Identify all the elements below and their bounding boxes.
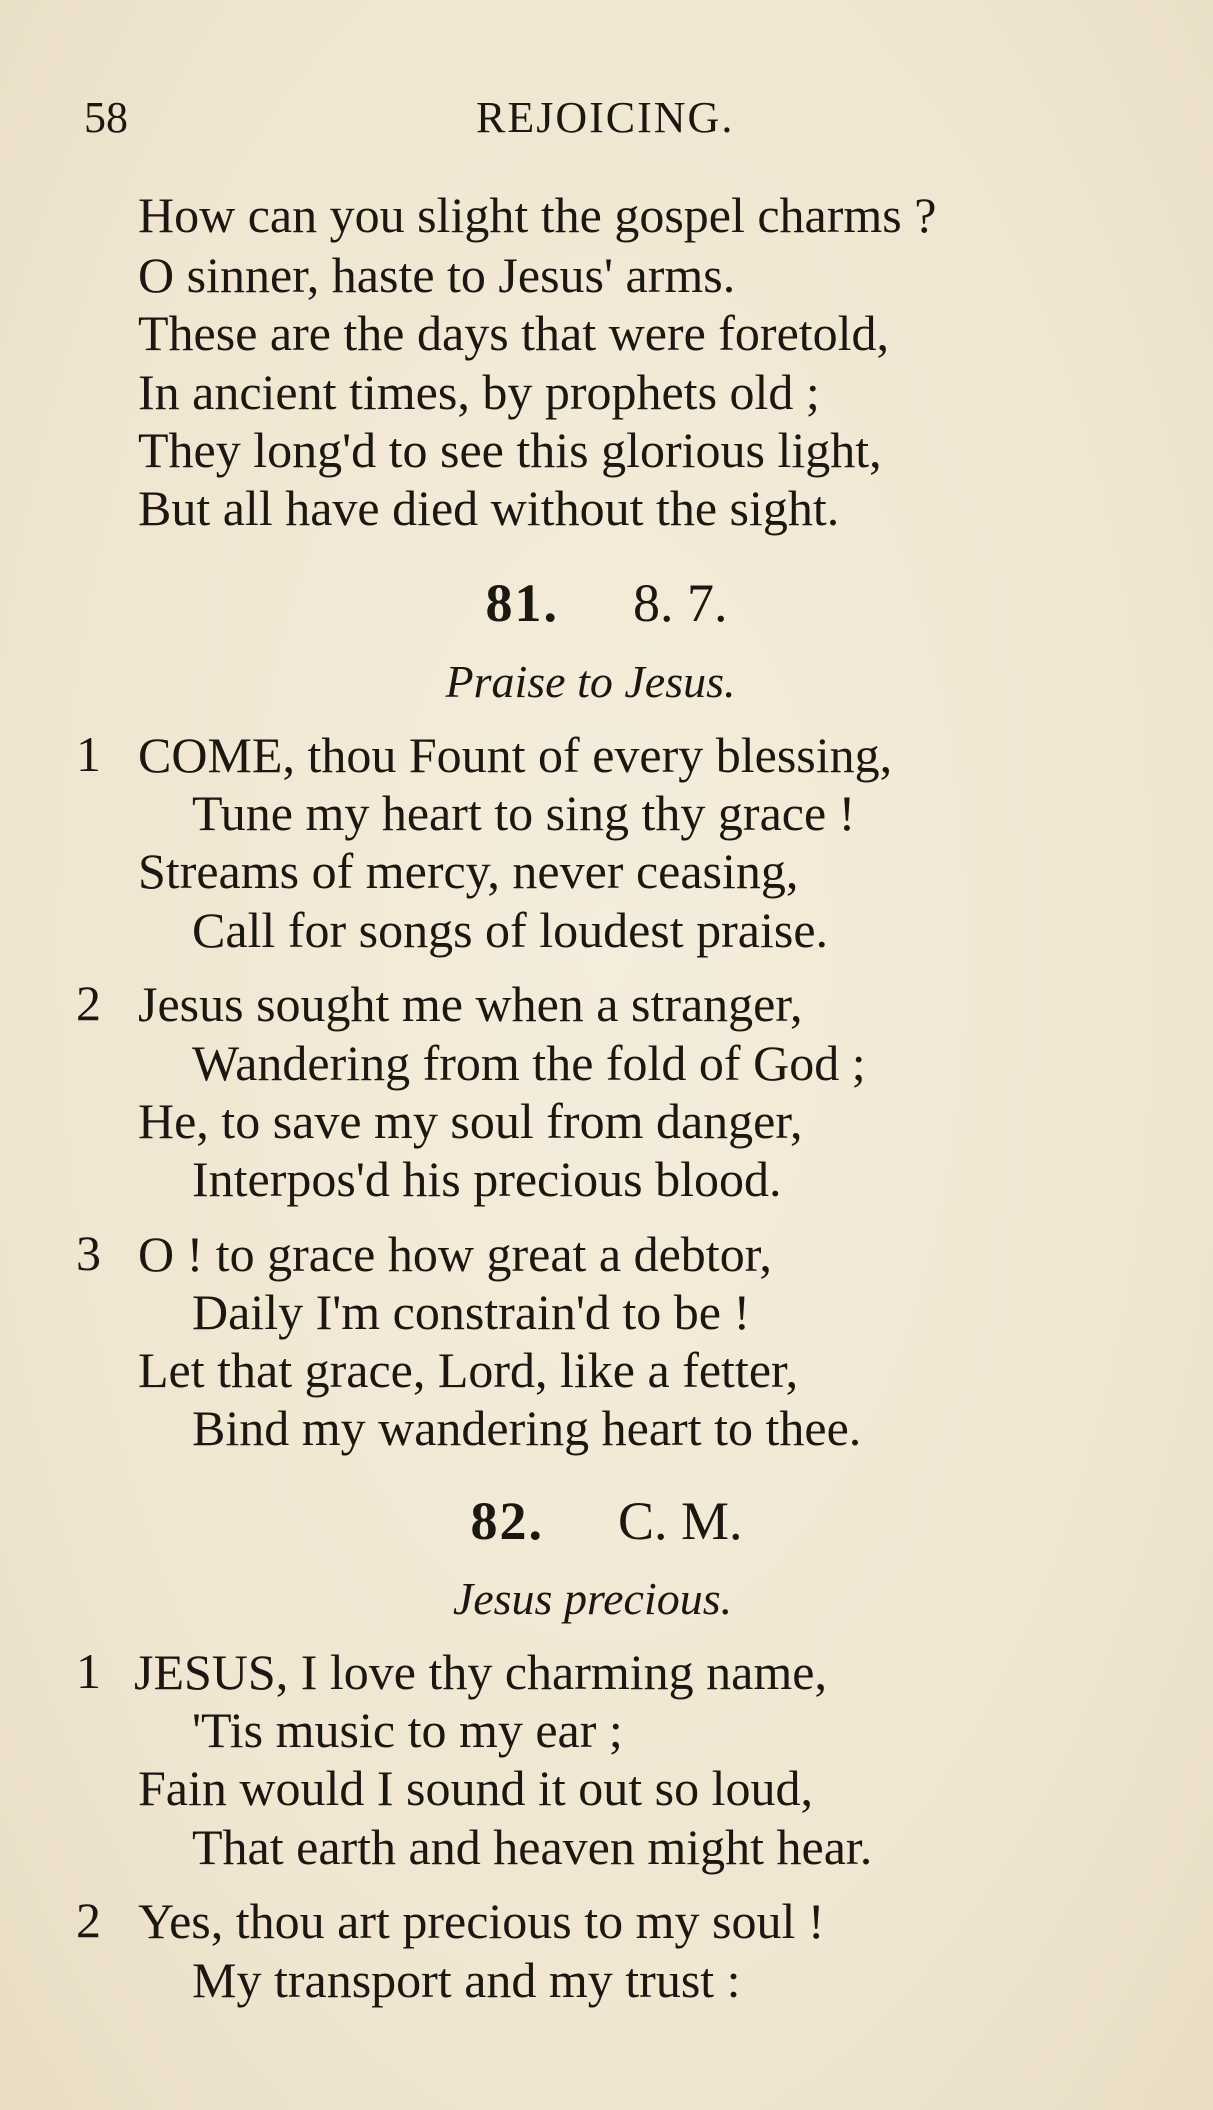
verse-line: Tune my heart to sing thy grace ! [192,785,856,841]
continuation-line: In ancient times, by prophets old ; [138,364,820,420]
verse-line: Wandering from the fold of God ; [192,1035,866,1091]
verse-line: Jesus sought me when a stranger, [138,976,803,1032]
verse-number: 2 [76,975,101,1031]
hymn-title: Praise to Jesus. [445,656,736,707]
verse-number: 2 [76,1892,101,1948]
verse-line: Let that grace, Lord, like a fetter, [138,1342,799,1398]
continuation-line: They long'd to see this glorious light, [138,422,882,478]
continuation-line: O sinner, haste to Jesus' arms. [138,247,736,303]
verse-number: 1 [76,1643,101,1699]
continuation-line: But all have died without the sight. [138,480,840,536]
running-head: REJOICING. [476,93,735,142]
continuation-line: These are the days that were foretold, [138,305,890,361]
verse-line: Yes, thou art precious to my soul ! [138,1893,825,1949]
hymn-meter: C. M. [617,1491,743,1551]
verse-number: 3 [76,1225,101,1281]
verse-line: JESUS, I love thy charming name, [134,1644,827,1700]
verse-line: COME, thou Fount of every blessing, [138,727,893,783]
hymn-meter: 8. 7. [633,573,728,633]
verse-number: 1 [76,726,101,782]
page-header [84,92,1153,152]
hymn-number: 81. [485,573,559,633]
hymn-82-heading [0,1490,1213,1552]
page-number: 58 [84,93,128,142]
verse-line: Daily I'm constrain'd to be ! [192,1284,751,1340]
hymn-81-heading [0,572,1213,634]
verse-line: Streams of mercy, never ceasing, [138,843,799,899]
hymn-title: Jesus precious. [452,1573,733,1624]
verse-line: O ! to grace how great a debtor, [138,1226,772,1282]
hymn-number: 82. [470,1491,544,1551]
verse-line: He, to save my soul from danger, [138,1093,803,1149]
verse-line: Interpos'd his precious blood. [192,1151,782,1207]
verse-line: 'Tis music to my ear ; [192,1702,623,1758]
verse-line: That earth and heaven might hear. [192,1819,873,1875]
verse-line: My transport and my trust : [192,1952,741,2008]
verse-line: Bind my wandering heart to thee. [192,1400,862,1456]
verse-line: Call for songs of loudest praise. [192,902,829,958]
continuation-line: How can you slight the gospel charms ? [138,187,937,243]
verse-line: Fain would I sound it out so loud, [138,1760,814,1816]
